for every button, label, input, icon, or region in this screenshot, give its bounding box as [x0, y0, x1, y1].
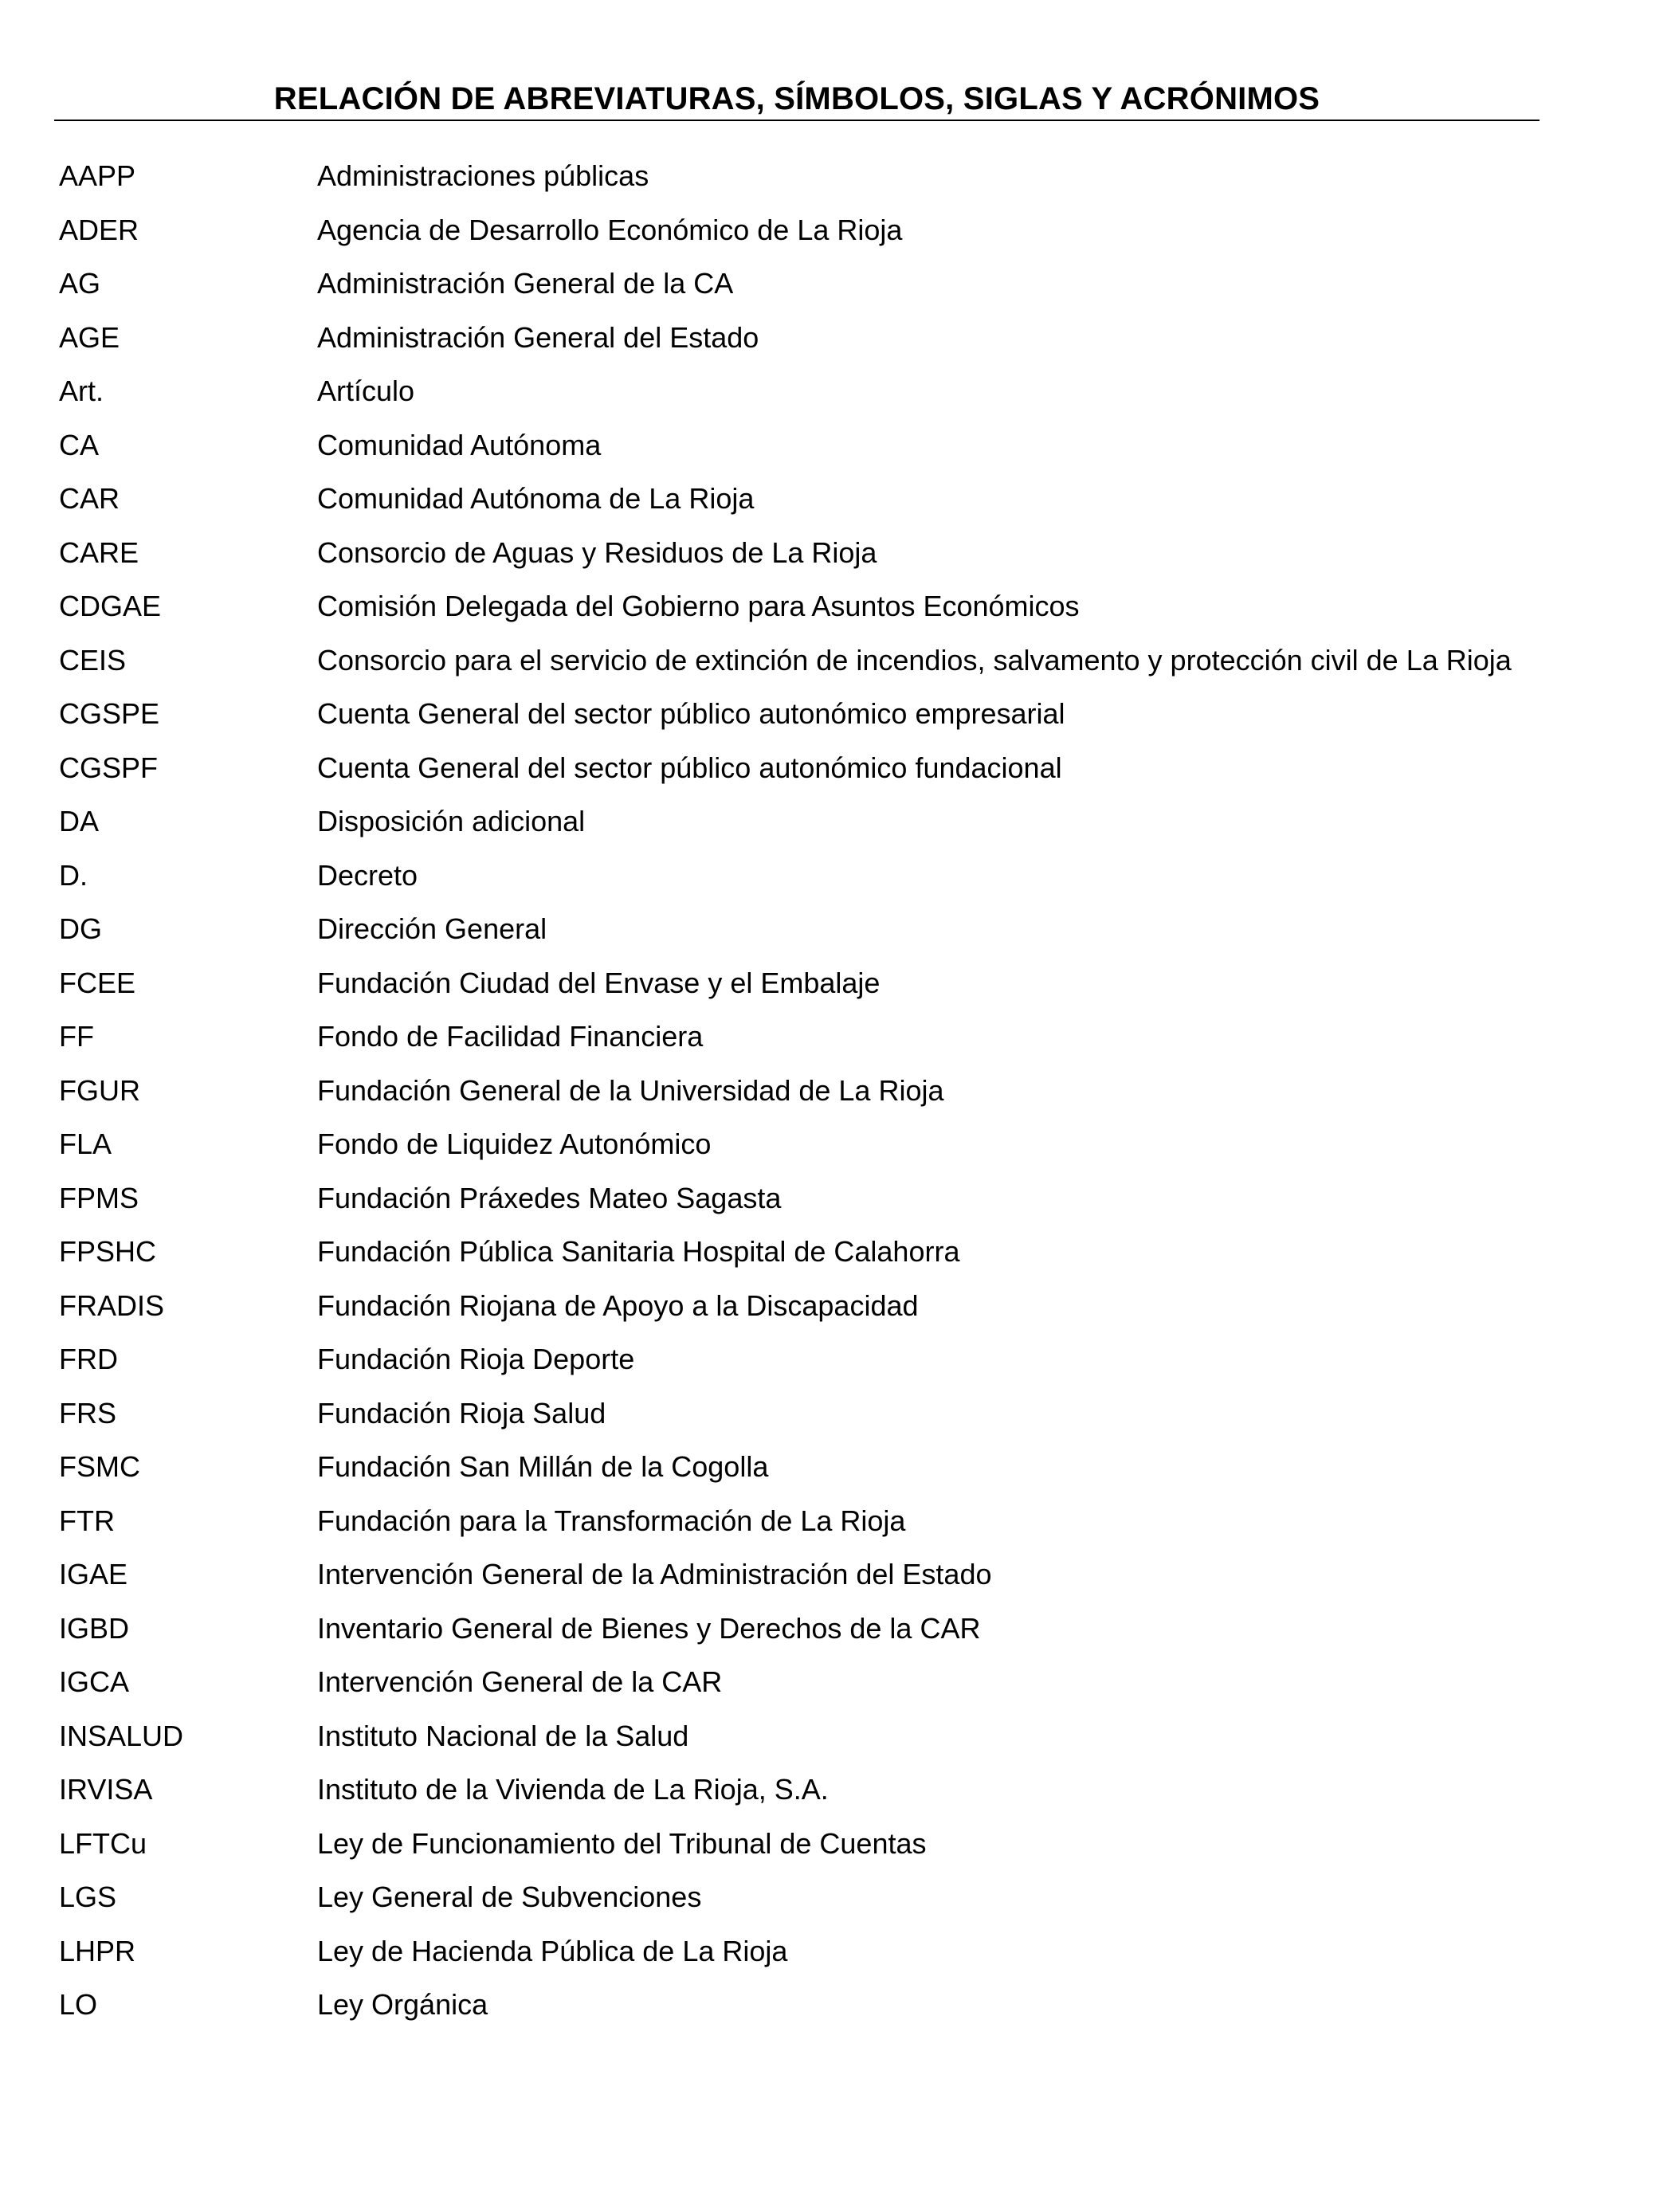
abbreviation-meaning: Disposición adicional	[317, 805, 586, 837]
abbreviation-meaning: Fundación Pública Sanitaria Hospital de Calahorra	[317, 1235, 960, 1268]
abbreviation-term: D.	[59, 858, 88, 892]
abbreviation-term: ADER	[59, 213, 139, 246]
abbreviation-meaning: Administraciones públicas	[317, 159, 649, 192]
abbreviation-row	[59, 1879, 1538, 1915]
title-divider	[54, 120, 1540, 121]
abbreviation-term: CDGAE	[59, 590, 162, 622]
abbreviation-meaning: Intervención General de la CAR	[317, 1665, 723, 1698]
abbreviation-row	[59, 1718, 1538, 1754]
abbreviation-term: Art.	[59, 375, 104, 407]
abbreviation-meaning: Dirección General	[317, 912, 547, 945]
abbreviation-term: AAPP	[59, 159, 136, 192]
abbreviation-term: AGE	[59, 320, 120, 354]
abbreviation-row	[59, 1073, 1538, 1108]
abbreviation-meaning: Intervención General de la Administración del Estado	[317, 1558, 992, 1590]
abbreviation-row	[59, 1556, 1538, 1592]
abbreviation-term: FTR	[59, 1504, 115, 1537]
abbreviation-meaning: Comisión Delegada del Gobierno para Asuntos Económicos	[317, 590, 1080, 622]
abbreviation-meaning: Comunidad Autónoma	[317, 428, 602, 461]
abbreviation-term: FRS	[59, 1396, 116, 1430]
abbreviation-meaning: Ley de Funcionamiento del Tribunal de Cuentas	[317, 1826, 927, 1860]
abbreviation-meaning: Fundación Rioja Deporte	[317, 1343, 635, 1375]
abbreviation-meaning: Administración General del Estado	[317, 320, 759, 354]
abbreviation-meaning: Ley General de Subvenciones	[317, 1881, 702, 1913]
abbreviation-meaning: Fondo de Liquidez Autonómico	[317, 1128, 712, 1160]
abbreviation-term: LFTCu	[59, 1826, 147, 1860]
abbreviation-meaning: Consorcio de Aguas y Residuos de La Rioja	[317, 535, 877, 569]
abbreviation-row	[59, 320, 1538, 355]
abbreviation-meaning: Instituto Nacional de la Salud	[317, 1719, 689, 1752]
abbreviation-meaning: Consorcio para el servicio de extinción de incendios, salvamento y protección civil de La Rioja	[317, 643, 1512, 677]
abbreviation-row	[59, 1288, 1538, 1324]
abbreviation-term: FRD	[59, 1343, 118, 1375]
abbreviation-term: CGSPF	[59, 751, 159, 784]
page-title: RELACIÓN DE ABREVIATURAS, SÍMBOLOS, SIGLAS Y ACRÓNIMOS	[273, 81, 1320, 116]
abbreviation-row	[59, 750, 1538, 786]
abbreviation-term: IGAE	[59, 1558, 128, 1590]
abbreviation-row	[59, 480, 1538, 516]
abbreviation-meaning: Ley Orgánica	[317, 1988, 488, 2021]
abbreviation-row	[59, 1449, 1538, 1484]
abbreviation-row	[59, 803, 1538, 839]
abbreviation-meaning: Fundación Ciudad del Envase y el Embalaje	[317, 966, 881, 999]
abbreviation-meaning: Cuenta General del sector público autonómico empresarial	[317, 697, 1065, 730]
abbreviation-term: FLA	[59, 1128, 112, 1160]
abbreviation-meaning: Ley de Hacienda Pública de La Rioja	[317, 1934, 788, 1967]
abbreviation-term: LHPR	[59, 1934, 136, 1967]
abbreviation-meaning: Fundación San Millán de la Cogolla	[317, 1450, 769, 1483]
abbreviation-meaning: Fundación Rioja Salud	[317, 1396, 606, 1430]
abbreviation-term: IGBD	[59, 1611, 130, 1645]
abbreviation-term: FSMC	[59, 1450, 140, 1483]
abbreviation-row	[59, 535, 1538, 571]
abbreviation-row	[59, 1986, 1538, 2022]
abbreviation-meaning: Decreto	[317, 858, 418, 892]
abbreviation-row	[59, 1610, 1538, 1646]
abbreviation-row	[59, 1233, 1538, 1269]
abbreviation-term: CARE	[59, 535, 139, 569]
abbreviation-meaning: Fundación Riojana de Apoyo a la Discapacidad	[317, 1288, 919, 1322]
abbreviation-row	[59, 1126, 1538, 1162]
abbreviation-row	[59, 1771, 1538, 1807]
abbreviation-row	[59, 1503, 1538, 1539]
abbreviation-term: CA	[59, 428, 100, 461]
abbreviation-row	[59, 1018, 1538, 1054]
abbreviation-term: LGS	[59, 1881, 117, 1913]
abbreviation-row	[59, 212, 1538, 248]
abbreviation-meaning: Comunidad Autónoma de La Rioja	[317, 482, 755, 515]
abbreviation-list	[59, 158, 1538, 2041]
abbreviation-row	[59, 373, 1538, 409]
abbreviation-row	[59, 1180, 1538, 1216]
abbreviation-row	[59, 1395, 1538, 1431]
abbreviation-row	[59, 1664, 1538, 1700]
abbreviation-row	[59, 911, 1538, 947]
abbreviation-term: FGUR	[59, 1073, 140, 1107]
abbreviation-row	[59, 265, 1538, 301]
abbreviation-row	[59, 588, 1538, 624]
abbreviation-meaning: Fundación Práxedes Mateo Sagasta	[317, 1181, 782, 1214]
abbreviation-term: IRVISA	[59, 1773, 153, 1806]
abbreviation-meaning: Cuenta General del sector público autonómico fundacional	[317, 751, 1062, 784]
abbreviation-row	[59, 1826, 1538, 1861]
abbreviation-term: CEIS	[59, 643, 127, 677]
abbreviation-meaning: Administración General de la CA	[317, 267, 734, 300]
abbreviation-row	[59, 965, 1538, 1001]
abbreviation-row	[59, 158, 1538, 194]
abbreviation-meaning: Artículo	[317, 375, 415, 407]
abbreviation-term: INSALUD	[59, 1719, 184, 1752]
abbreviation-row	[59, 1341, 1538, 1377]
abbreviation-term: DA	[59, 805, 100, 837]
abbreviation-row	[59, 427, 1538, 463]
abbreviation-meaning: Fundación para la Transformación de La Rioja	[317, 1504, 906, 1537]
abbreviation-term: FPMS	[59, 1181, 139, 1214]
abbreviation-term: IGCA	[59, 1665, 130, 1698]
abbreviation-term: FCEE	[59, 966, 136, 999]
abbreviation-meaning: Fundación General de la Universidad de La Rioja	[317, 1073, 944, 1107]
abbreviation-term: CGSPE	[59, 697, 160, 730]
abbreviation-row	[59, 696, 1538, 731]
abbreviation-term: FF	[59, 1020, 94, 1053]
abbreviation-term: FRADIS	[59, 1288, 165, 1322]
abbreviation-row	[59, 1933, 1538, 1969]
abbreviation-row	[59, 642, 1538, 678]
abbreviation-term: FPSHC	[59, 1235, 157, 1268]
abbreviation-term: CAR	[59, 482, 120, 515]
abbreviation-term: AG	[59, 267, 101, 300]
abbreviation-row	[59, 857, 1538, 893]
abbreviation-term: LO	[59, 1988, 98, 2021]
abbreviation-meaning: Inventario General de Bienes y Derechos de la CAR	[317, 1611, 981, 1645]
abbreviation-meaning: Agencia de Desarrollo Económico de La Rioja	[317, 213, 903, 246]
abbreviation-meaning: Instituto de la Vivienda de La Rioja, S.A.	[317, 1773, 829, 1806]
abbreviation-meaning: Fondo de Facilidad Financiera	[317, 1020, 704, 1053]
abbreviation-term: DG	[59, 912, 102, 945]
